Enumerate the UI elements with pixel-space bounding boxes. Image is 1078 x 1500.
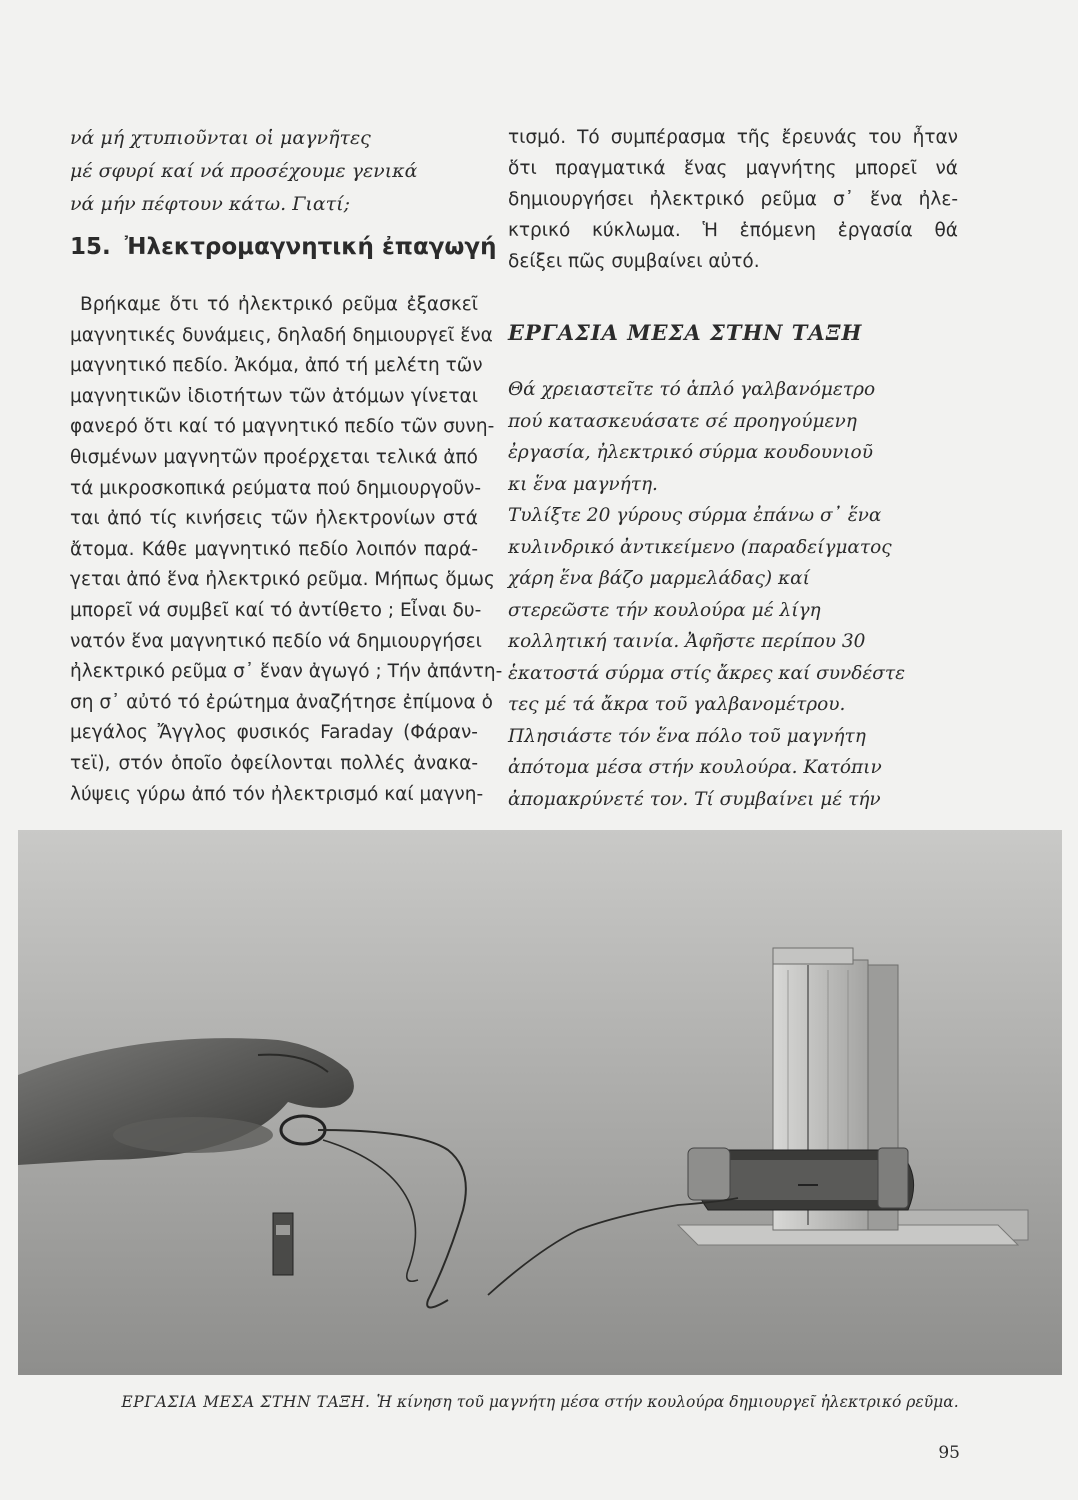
body-line: τεϊ), στόν ὁποῖο ὀφείλονται πολλές ἀνακα- <box>70 752 478 774</box>
intro-line: μέ σφυρί καί νά προσέχουμε γενικά <box>70 160 418 182</box>
body-line: μαγνητικό πεδίο. Ἀκόμα, ἀπό τή μελέτη τῶν <box>70 355 483 377</box>
body-line: μαγνητικές δυνάμεις, δηλαδή δημιουργεῖ ἕνα <box>70 324 493 346</box>
right-column <box>508 122 968 810</box>
body-line: μαγνητικῶν ἰδιοτήτων τῶν ἀτόμων γίνεται <box>70 385 478 407</box>
activity-instructions <box>508 374 905 815</box>
body-line: τισμό. Τό συμπέρασμα τῆς ἔρευνάς του ἦταν <box>508 127 958 148</box>
caption-text: Ἡ κίνηση τοῦ μαγνήτη μέσα στήν κουλούρα δημιουργεῖ ἠλεκτρικό ρεῦμα. <box>376 1393 959 1411</box>
activity-line: χάρη ἕνα βάζο μαρμελάδας) καί <box>508 568 810 589</box>
continued-text <box>508 122 968 277</box>
section-number: 15. <box>70 234 111 260</box>
section-title: Ἠλεκτρομαγνητική ἐπαγωγή <box>124 234 497 260</box>
activity-line: κυλινδρικό ἀντικείμενο (παραδείγματος <box>508 536 892 558</box>
magnet <box>273 1213 293 1275</box>
section-body <box>70 290 503 810</box>
activity-line: Τυλίξτε 20 γύρους σύρμα ἐπάνω σ᾿ ἕνα <box>508 505 882 526</box>
body-line: ται ἀπό τίς κινήσεις τῶν ἠλεκτρονίων στά <box>70 508 478 530</box>
activity-line: πού κατασκευάσατε σέ προηγούμενη <box>508 410 857 432</box>
activity-line: ἀπομακρύνετέ τον. Τί συμβαίνει μέ τήν <box>508 788 881 810</box>
activity-line: Πλησιάστε τόν ἕνα πόλο τοῦ μαγνήτη <box>508 725 866 747</box>
body-line: δημιουργήσει ἠλεκτρικό ρεῦμα σ᾿ ἕνα ἠλε- <box>508 189 958 210</box>
body-line: λύψεις γύρω ἀπό τόν ἠλεκτρισμό καί μαγνη- <box>70 783 484 805</box>
activity-line: ἐργασία, ἠλεκτρικό σύρμα κουδουνιοῦ <box>508 442 873 463</box>
activity-line: στερεῶστε τήν κουλούρα μέ λίγη <box>508 599 821 621</box>
activity-line: Θά χρειαστεῖτε τό ἁπλό γαλβανόμετρο <box>508 379 876 400</box>
activity-line: ἀπότομα μέσα στήν κουλούρα. Κατόπιν <box>508 757 882 778</box>
activity-line: τες μέ τά ἄκρα τοῦ γαλβανομέτρου. <box>508 694 846 715</box>
intro-line: νά μήν πέφτουν κάτω. Γιατί; <box>70 193 351 215</box>
left-column <box>70 122 503 805</box>
page-number: 95 <box>938 1443 960 1463</box>
intro-line: νά μή χτυπιοῦνται οἱ μαγνῆτες <box>70 127 371 149</box>
photo-caption <box>18 1393 1062 1411</box>
experiment-illustration <box>18 830 1062 1375</box>
body-line: γεται ἀπό ἕνα ἠλεκτρικό ρεῦμα. Μήπως ὅμως <box>70 569 495 591</box>
body-line: θισμένων μαγνητῶν προέρχεται τελικά ἀπό <box>70 446 478 468</box>
activity-title: ΕΡΓΑΣΙΑ ΜΕΣΑ ΣΤΗΝ ΤΑΞΗ <box>508 320 863 345</box>
body-line: μεγάλος Ἄγγλος φυσικός Faraday (Φάραν- <box>70 722 478 744</box>
body-line: μπορεῖ νά συμβεῖ καί τό ἀντίθετο ; Εἶναι δυ- <box>70 599 482 621</box>
activity-line: ἑκατοστά σύρμα στίς ἄκρες καί συνδέστε <box>508 662 906 684</box>
caption-label: ΕΡΓΑΣΙΑ ΜΕΣΑ ΣΤΗΝ ΤΑΞΗ. <box>121 1393 371 1411</box>
section-heading <box>70 234 496 260</box>
body-line: ση σ᾿ αὐτό τό ἐρώτημα ἀναζήτησε ἐπίμονα ὁ <box>70 691 493 713</box>
body-line: νατόν ἕνα μαγνητικό πεδίο νά δημιουργήσει <box>70 630 482 652</box>
intro-text <box>70 122 478 221</box>
body-line: Βρήκαμε ὅτι τό ἠλεκτρικό ρεῦμα ἐξασκεῖ <box>80 294 478 315</box>
body-line: κτρικό κύκλωμα. Ἡ ἑπόμενη ἐργασία θά <box>508 220 958 241</box>
body-line: ἠλεκτρικό ρεῦμα σ᾿ ἕναν ἀγωγό ; Τήν ἀπάντη- <box>70 661 503 683</box>
experiment-photo <box>18 830 1062 1375</box>
body-line: τά μικροσκοπικά ρεύματα πού δημιουργοῦν- <box>70 477 482 499</box>
body-line: δείξει πῶς συμβαίνει αὐτό. <box>508 251 760 272</box>
body-line: ἄτομα. Κάθε μαγνητικό πεδίο λοιπόν παρά- <box>70 538 478 560</box>
activity-line: κι ἕνα μαγνήτη. <box>508 473 658 495</box>
body-line: φανερό ὅτι καί τό μαγνητικό πεδίο τῶν συνη- <box>70 416 495 438</box>
body-line: ὅτι πραγματικά ἕνας μαγνήτης μπορεῖ νά <box>508 158 958 179</box>
activity-line: κολλητική ταινία. Ἀφῆστε περίπου 30 <box>508 631 866 652</box>
